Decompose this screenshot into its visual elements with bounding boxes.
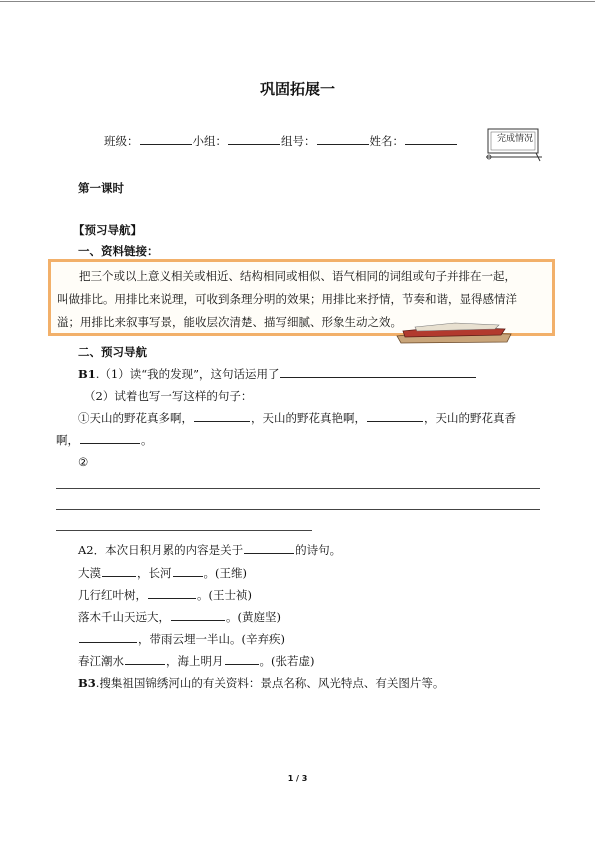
group-label: 小组： — [192, 134, 227, 148]
name-label: 姓名： — [369, 134, 404, 148]
page-title: 巩固拓展一 — [259, 80, 335, 98]
page-number: 1 / 3 — [287, 774, 308, 783]
name-blank[interactable] — [405, 133, 457, 145]
poem1-blank-1[interactable] — [102, 565, 136, 577]
answer-line-2[interactable] — [56, 509, 540, 510]
poem-line-5: 春江潮水 ，海上明月 。(张若虚) — [78, 654, 315, 668]
poem5-blank-2[interactable] — [225, 653, 259, 665]
books-icon — [395, 322, 513, 344]
q1-blank-1[interactable] — [194, 410, 250, 422]
badge-text: 完成情况 — [497, 134, 534, 144]
poem2-blank[interactable] — [148, 587, 196, 599]
info-line-2: 叫做排比。用排比来说理，可收到条理分明的效果；用排比来抒情，节奏和谐，显得感情洋 — [57, 292, 517, 306]
poem-line-1: 大漠 ，长河 。(王维) — [78, 566, 247, 580]
q2-label: ② — [78, 455, 89, 469]
section1-heading: 一、资料链接： — [78, 244, 159, 258]
b1-answer-blank[interactable] — [280, 366, 476, 378]
poem4-blank[interactable] — [79, 631, 137, 643]
answer-line-1[interactable] — [56, 488, 540, 489]
poem3-blank[interactable] — [171, 609, 225, 621]
class-blank[interactable] — [140, 133, 192, 145]
poem-line-2: 几行红叶树， 。(王士祯) — [78, 588, 252, 602]
section2-heading: 二、预习导航 — [78, 345, 147, 359]
poem5-blank-1[interactable] — [125, 653, 165, 665]
b1-question: B1.（1）读“我的发现”，这句话运用了 — [78, 366, 477, 382]
poem-line-4: ，带雨云埋一半山。(辛弃疾) — [78, 631, 285, 647]
group-blank[interactable] — [228, 133, 280, 145]
poem1-blank-2[interactable] — [173, 565, 203, 577]
q1-line-2: 啊， 。 — [56, 433, 153, 447]
q1-line: ①天山的野花真多啊， ，天山的野花真艳啊， ，天山的野花真香 — [78, 411, 516, 425]
q1-blank-3[interactable] — [80, 432, 140, 444]
info-line-1: 把三个或以上意义相关或相近、结构相同或相似、语气相同的词组或句子并排在一起， — [79, 269, 516, 283]
b1-part2: （2）试着也写一写这样的句子： — [84, 389, 253, 403]
group-no-blank[interactable] — [317, 133, 369, 145]
q1-blank-2[interactable] — [367, 410, 423, 422]
b3-question: B3.搜集祖国锦绣河山的有关资料：景点名称、风光特点、有关图片等。 — [78, 676, 445, 690]
completion-badge — [484, 125, 544, 165]
lesson-title: 第一课时 — [78, 181, 124, 195]
a2-question: A2．本次日积月累的内容是关于 的诗句。 — [78, 543, 342, 557]
class-label: 班级： — [104, 134, 139, 148]
preview-header: 【预习导航】 — [73, 223, 142, 237]
info-line-3: 溢；用排比来叙事写景，能收层次清楚、描写细腻、形象生动之效。 — [57, 315, 402, 329]
student-info-line — [104, 133, 458, 149]
poem-line-3: 落木千山天远大， 。(黄庭坚) — [78, 610, 281, 624]
a2-blank[interactable] — [244, 542, 294, 554]
top-border — [0, 1, 595, 2]
group-no-label: 组号： — [281, 134, 316, 148]
answer-line-3[interactable] — [56, 530, 312, 531]
